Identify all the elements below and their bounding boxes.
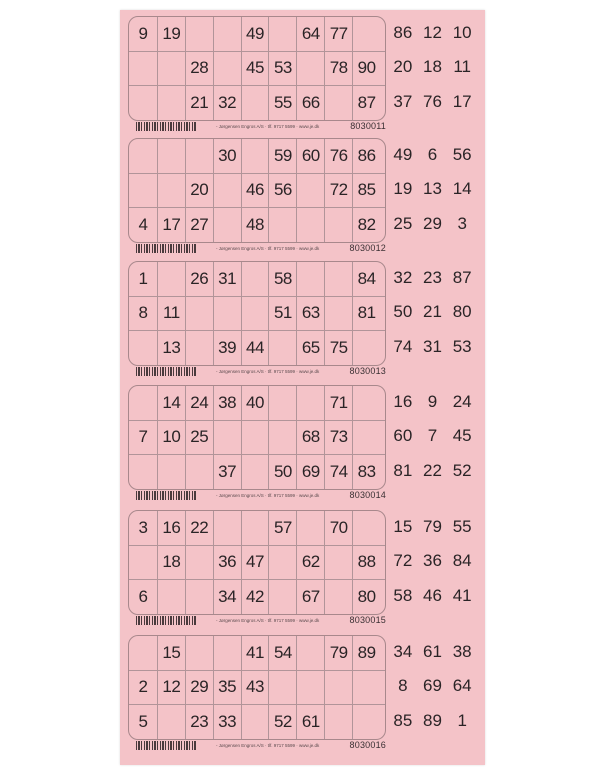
extra-number: 17 — [452, 91, 472, 111]
grid-cell: 63 — [296, 297, 324, 331]
extra-number: 16 — [393, 392, 413, 412]
grid-cell: 80 — [352, 580, 380, 614]
grid-cell: 88 — [352, 546, 380, 580]
extra-number: 12 — [423, 23, 442, 43]
ticket-serial: 8030013 — [349, 366, 386, 376]
grid-row — [129, 704, 385, 739]
grid-cell — [157, 262, 185, 296]
grid-row — [129, 420, 385, 455]
grid-cell — [157, 174, 185, 208]
extra-row — [386, 302, 481, 322]
extra-number: 29 — [423, 213, 442, 233]
extra-row — [386, 461, 481, 481]
grid-cell: 36 — [213, 546, 241, 580]
extra-row — [386, 92, 481, 112]
grid-cell — [324, 705, 352, 739]
extra-number: 74 — [393, 336, 413, 356]
extra-number: 69 — [423, 676, 442, 696]
grid-cell: 10 — [157, 421, 185, 455]
grid-cell: 18 — [157, 546, 185, 580]
bingo-ticket — [124, 635, 483, 756]
grid-cell: 34 — [213, 580, 241, 614]
ticket-grid — [128, 385, 386, 490]
grid-cell: 81 — [352, 297, 380, 331]
grid-cell: 65 — [296, 331, 324, 365]
grid-cell — [241, 421, 269, 455]
extra-number: 84 — [452, 551, 472, 571]
grid-cell — [324, 262, 352, 296]
ticket-grid — [128, 261, 386, 366]
ticket-footer — [136, 739, 386, 751]
grid-cell: 45 — [241, 52, 269, 86]
extra-number: 13 — [423, 179, 442, 199]
grid-cell — [129, 386, 157, 420]
grid-cell: 31 — [213, 262, 241, 296]
extra-number: 76 — [423, 91, 442, 111]
grid-cell: 5 — [138, 712, 148, 732]
grid-cell — [352, 386, 380, 420]
grid-cell: 9 — [138, 23, 148, 43]
grid-cell: 6 — [138, 587, 148, 607]
grid-cell — [324, 671, 352, 705]
grid-cell: 40 — [241, 386, 269, 420]
grid-row — [129, 262, 385, 296]
extra-number: 25 — [393, 213, 413, 233]
grid-cell: 12 — [157, 671, 185, 705]
ticket-serial: 8030011 — [350, 121, 386, 131]
grid-cell — [213, 174, 241, 208]
grid-cell — [129, 139, 157, 173]
grid-cell: 66 — [296, 86, 324, 120]
extra-number: 21 — [423, 302, 442, 322]
grid-cell: 84 — [352, 262, 380, 296]
extra-row — [386, 676, 481, 696]
grid-cell: 23 — [185, 705, 213, 739]
extra-number: 87 — [452, 268, 472, 288]
grid-cell: 69 — [296, 455, 324, 489]
grid-cell: 43 — [241, 671, 269, 705]
extra-row — [386, 392, 481, 412]
grid-cell: 49 — [241, 17, 269, 51]
extra-row — [386, 337, 481, 357]
bingo-sheet — [120, 10, 485, 765]
grid-cell: 25 — [185, 421, 213, 455]
extra-number: 72 — [393, 551, 413, 571]
extra-number: 23 — [423, 268, 442, 288]
grid-cell: 32 — [213, 86, 241, 120]
bingo-ticket — [124, 138, 483, 259]
barcode-icon — [136, 367, 196, 376]
grid-cell: 83 — [352, 455, 380, 489]
printer-text: - Jørgensen Engros A/S · tlf. 9717 5599 · www.je.dk — [216, 123, 320, 129]
grid-cell — [185, 297, 213, 331]
grid-cell — [268, 671, 296, 705]
ticket-footer — [136, 489, 386, 501]
extra-row — [386, 517, 481, 537]
grid-cell — [268, 17, 296, 51]
extra-row — [386, 145, 481, 165]
grid-cell: 51 — [268, 297, 296, 331]
extra-row — [386, 586, 481, 606]
grid-cell: 75 — [324, 331, 352, 365]
extra-number: 1 — [457, 710, 467, 730]
extra-number: 56 — [452, 145, 472, 165]
grid-cell: 90 — [352, 52, 380, 86]
grid-cell: 8 — [138, 303, 148, 323]
extra-number: 24 — [452, 392, 472, 412]
ticket-footer — [136, 365, 386, 377]
grid-cell — [268, 208, 296, 242]
grid-cell — [241, 511, 269, 545]
grid-cell — [241, 139, 269, 173]
grid-cell: 60 — [296, 139, 324, 173]
grid-cell: 38 — [213, 386, 241, 420]
extra-number: 50 — [393, 302, 413, 322]
extra-number: 89 — [423, 710, 442, 730]
grid-cell — [296, 52, 324, 86]
grid-cell — [185, 17, 213, 51]
grid-cell: 2 — [138, 677, 148, 697]
extra-numbers — [386, 385, 481, 488]
grid-cell — [241, 262, 269, 296]
extra-number: 31 — [423, 336, 442, 356]
grid-cell — [352, 511, 380, 545]
ticket-grid — [128, 635, 386, 740]
bingo-ticket — [124, 261, 483, 382]
grid-cell: 41 — [241, 636, 269, 670]
extra-row — [386, 214, 481, 234]
ticket-serial: 8030012 — [349, 243, 386, 253]
grid-cell: 16 — [157, 511, 185, 545]
grid-row — [129, 636, 385, 670]
extra-number: 3 — [457, 213, 467, 233]
ticket-grid — [128, 138, 386, 243]
grid-cell — [213, 511, 241, 545]
extra-number: 58 — [393, 585, 413, 605]
grid-cell: 72 — [324, 174, 352, 208]
grid-cell: 52 — [268, 705, 296, 739]
grid-cell — [296, 174, 324, 208]
grid-cell: 74 — [324, 455, 352, 489]
extra-row — [386, 551, 481, 571]
grid-row — [129, 454, 385, 489]
grid-cell: 24 — [185, 386, 213, 420]
grid-cell: 1 — [138, 268, 148, 288]
grid-cell — [157, 580, 185, 614]
grid-cell: 30 — [213, 139, 241, 173]
grid-cell: 20 — [185, 174, 213, 208]
extra-numbers — [386, 138, 481, 241]
grid-cell: 39 — [213, 331, 241, 365]
extra-number: 55 — [452, 517, 472, 537]
grid-cell — [241, 455, 269, 489]
extra-number: 34 — [393, 642, 413, 662]
grid-cell — [324, 546, 352, 580]
extra-row — [386, 57, 481, 77]
ticket-serial: 8030016 — [349, 740, 386, 750]
grid-cell: 27 — [185, 208, 213, 242]
grid-cell: 89 — [352, 636, 380, 670]
grid-cell — [129, 455, 157, 489]
extra-number: 15 — [393, 517, 413, 537]
extra-number: 64 — [452, 676, 472, 696]
grid-cell — [324, 208, 352, 242]
extra-numbers — [386, 16, 481, 119]
extra-number: 6 — [427, 145, 438, 165]
grid-cell — [268, 386, 296, 420]
grid-row — [129, 545, 385, 580]
barcode-icon — [136, 616, 196, 625]
extra-number: 32 — [393, 268, 413, 288]
grid-cell: 19 — [157, 17, 185, 51]
extra-number: 45 — [452, 426, 472, 446]
bingo-ticket — [124, 385, 483, 506]
extra-row — [386, 23, 481, 43]
grid-cell — [296, 262, 324, 296]
ticket-footer — [136, 120, 386, 132]
grid-cell — [157, 52, 185, 86]
extra-number: 52 — [452, 460, 472, 480]
grid-cell: 17 — [157, 208, 185, 242]
extra-number: 38 — [452, 642, 472, 662]
extra-number: 49 — [393, 145, 413, 165]
grid-row — [129, 296, 385, 331]
bingo-ticket — [124, 16, 483, 137]
grid-cell: 62 — [296, 546, 324, 580]
grid-row — [129, 579, 385, 614]
grid-cell — [185, 636, 213, 670]
grid-row — [129, 670, 385, 705]
grid-cell: 82 — [352, 208, 380, 242]
grid-row — [129, 51, 385, 86]
grid-cell: 85 — [352, 174, 380, 208]
grid-cell — [157, 86, 185, 120]
grid-cell: 57 — [268, 511, 296, 545]
extra-number: 81 — [393, 460, 413, 480]
grid-cell: 7 — [138, 427, 148, 447]
extra-row — [386, 642, 481, 662]
extra-number: 46 — [423, 585, 442, 605]
printer-text: - Jørgensen Engros A/S · tlf. 9717 5599 · www.je.dk — [216, 492, 320, 498]
grid-cell: 14 — [157, 386, 185, 420]
extra-number: 22 — [423, 460, 442, 480]
grid-cell: 87 — [352, 86, 380, 120]
grid-cell — [185, 580, 213, 614]
grid-cell — [268, 580, 296, 614]
grid-cell: 48 — [241, 208, 269, 242]
grid-row — [129, 85, 385, 120]
grid-cell — [185, 455, 213, 489]
grid-cell: 11 — [157, 297, 185, 331]
grid-cell — [213, 636, 241, 670]
extra-numbers — [386, 635, 481, 738]
grid-cell: 47 — [241, 546, 269, 580]
grid-row — [129, 207, 385, 242]
grid-cell — [213, 52, 241, 86]
grid-cell — [157, 705, 185, 739]
grid-cell — [129, 546, 157, 580]
grid-row — [129, 386, 385, 420]
grid-cell — [185, 546, 213, 580]
grid-cell: 54 — [268, 636, 296, 670]
grid-cell — [157, 455, 185, 489]
grid-cell: 61 — [296, 705, 324, 739]
grid-cell: 77 — [324, 17, 352, 51]
ticket-footer — [136, 614, 386, 626]
grid-cell: 15 — [157, 636, 185, 670]
grid-row — [129, 511, 385, 545]
grid-cell — [241, 297, 269, 331]
grid-row — [129, 139, 385, 173]
extra-number: 61 — [423, 642, 442, 662]
barcode-icon — [136, 244, 196, 253]
extra-number: 85 — [393, 710, 413, 730]
grid-cell — [268, 331, 296, 365]
grid-cell: 68 — [296, 421, 324, 455]
extra-row — [386, 426, 481, 446]
grid-cell — [185, 139, 213, 173]
extra-row — [386, 268, 481, 288]
extra-number: 41 — [452, 585, 472, 605]
grid-cell: 79 — [324, 636, 352, 670]
grid-cell — [213, 208, 241, 242]
extra-number: 86 — [393, 23, 413, 43]
extra-number: 79 — [423, 517, 442, 537]
grid-cell — [213, 421, 241, 455]
grid-cell: 50 — [268, 455, 296, 489]
extra-number: 14 — [452, 179, 472, 199]
barcode-icon — [136, 122, 196, 131]
grid-cell — [241, 705, 269, 739]
grid-cell — [129, 174, 157, 208]
grid-cell — [129, 331, 157, 365]
grid-cell: 58 — [268, 262, 296, 296]
extra-number: 11 — [453, 57, 471, 77]
grid-cell: 13 — [157, 331, 185, 365]
printer-text: - Jørgensen Engros A/S · tlf. 9717 5599 · www.je.dk — [216, 617, 320, 623]
ticket-grid — [128, 16, 386, 121]
grid-cell — [352, 705, 380, 739]
extra-number: 7 — [427, 426, 438, 446]
grid-cell — [324, 580, 352, 614]
grid-cell — [296, 208, 324, 242]
grid-cell — [213, 297, 241, 331]
grid-cell: 78 — [324, 52, 352, 86]
grid-cell: 29 — [185, 671, 213, 705]
grid-cell: 26 — [185, 262, 213, 296]
grid-cell: 21 — [185, 86, 213, 120]
grid-row — [129, 17, 385, 51]
grid-cell: 33 — [213, 705, 241, 739]
grid-cell: 44 — [241, 331, 269, 365]
grid-cell: 4 — [138, 215, 148, 235]
grid-cell: 67 — [296, 580, 324, 614]
extra-row — [386, 711, 481, 731]
extra-number: 20 — [393, 57, 413, 77]
grid-cell — [268, 546, 296, 580]
extra-number: 8 — [398, 676, 408, 696]
extra-number: 37 — [393, 91, 413, 111]
grid-cell — [296, 511, 324, 545]
grid-cell — [352, 17, 380, 51]
ticket-serial: 8030015 — [349, 615, 386, 625]
extra-numbers — [386, 510, 481, 613]
barcode-icon — [136, 491, 196, 500]
grid-cell — [296, 636, 324, 670]
extra-number: 36 — [423, 551, 442, 571]
grid-cell — [129, 52, 157, 86]
grid-cell — [241, 86, 269, 120]
extra-number: 10 — [452, 23, 472, 43]
grid-cell — [185, 331, 213, 365]
ticket-footer — [136, 242, 386, 254]
extra-number: 53 — [452, 336, 472, 356]
bingo-ticket — [124, 510, 483, 631]
grid-cell: 86 — [352, 139, 380, 173]
grid-cell — [296, 386, 324, 420]
grid-cell: 64 — [296, 17, 324, 51]
grid-cell — [296, 671, 324, 705]
grid-cell — [268, 421, 296, 455]
grid-cell — [324, 86, 352, 120]
grid-cell: 59 — [268, 139, 296, 173]
grid-cell: 71 — [324, 386, 352, 420]
extra-number: 19 — [393, 179, 413, 199]
extra-number: 80 — [452, 302, 472, 322]
grid-cell: 28 — [185, 52, 213, 86]
barcode-icon — [136, 741, 196, 750]
grid-cell — [352, 421, 380, 455]
grid-cell — [129, 86, 157, 120]
extra-number: 9 — [427, 392, 438, 412]
extra-number: 60 — [393, 426, 413, 446]
grid-row — [129, 330, 385, 365]
grid-cell: 35 — [213, 671, 241, 705]
grid-cell: 76 — [324, 139, 352, 173]
grid-cell: 55 — [268, 86, 296, 120]
grid-cell: 56 — [268, 174, 296, 208]
grid-cell: 22 — [185, 511, 213, 545]
grid-cell: 42 — [241, 580, 269, 614]
extra-numbers — [386, 261, 481, 364]
printer-text: - Jørgensen Engros A/S · tlf. 9717 5599 · www.je.dk — [216, 742, 320, 748]
grid-cell: 46 — [241, 174, 269, 208]
grid-cell — [213, 17, 241, 51]
ticket-grid — [128, 510, 386, 615]
grid-cell — [324, 297, 352, 331]
grid-cell: 53 — [268, 52, 296, 86]
extra-number: 18 — [423, 57, 442, 77]
ticket-serial: 8030014 — [349, 490, 386, 500]
grid-cell: 3 — [138, 517, 148, 537]
grid-cell: 37 — [213, 455, 241, 489]
grid-row — [129, 173, 385, 208]
printer-text: - Jørgensen Engros A/S · tlf. 9717 5599 · www.je.dk — [216, 245, 320, 251]
grid-cell — [157, 139, 185, 173]
extra-row — [386, 179, 481, 199]
grid-cell: 70 — [324, 511, 352, 545]
grid-cell — [352, 671, 380, 705]
grid-cell — [129, 636, 157, 670]
grid-cell: 73 — [324, 421, 352, 455]
printer-text: - Jørgensen Engros A/S · tlf. 9717 5599 · www.je.dk — [216, 368, 320, 374]
grid-cell — [352, 331, 380, 365]
